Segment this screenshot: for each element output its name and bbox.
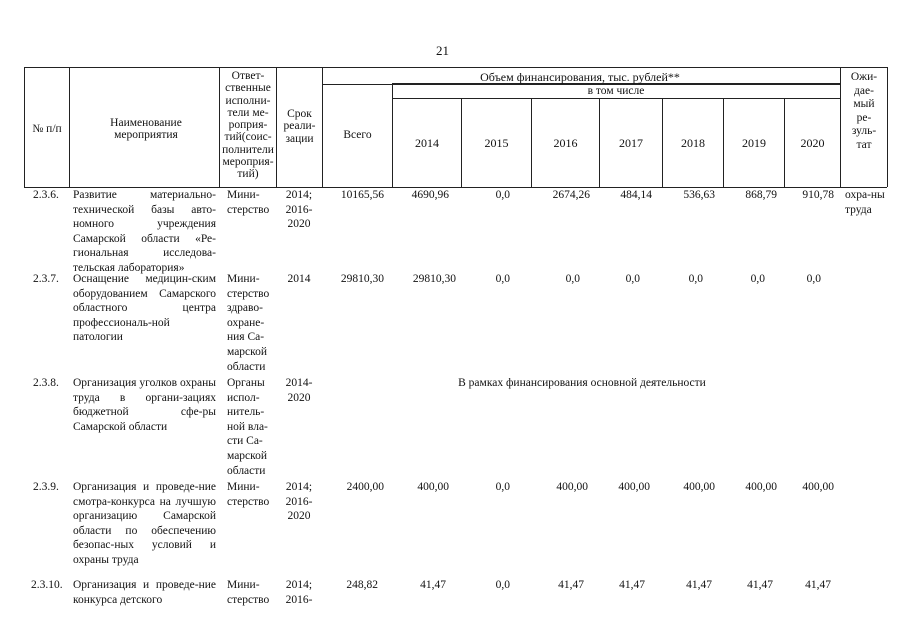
row-responsible: Мини-стерство [227,481,270,508]
row-year-value: 910,78 [802,189,834,201]
row-year-value: 0,0 [495,481,510,493]
header-year-2014: 2014 [415,136,439,150]
header-responsible: Ответ-ственные исполни-тели ме-роприя-тий(соис-полнители мероприя-тий) [222,70,274,181]
row-year-value: 41,47 [805,579,831,591]
row-number: 2.3.7. [33,273,59,285]
row-total: 29810,30 [340,273,384,285]
row-number: 2.3.9. [33,481,59,493]
row-total: 248,82 [346,579,378,591]
header-total: Всего [343,129,372,141]
row-year-value: 0,0 [688,273,703,285]
row-name: Развитие материально-технической базы авто-номного учреждения Самарской области «Ре-гиональная исследова-тельская лаборатория» [73,189,216,274]
row-term: 2014-2020 [285,377,313,404]
row-year-value: 0,0 [806,273,821,285]
row-responsible: Мини-стерство здраво-охране-ния Са-марской области [227,273,270,373]
row-year-value: 41,47 [619,579,645,591]
row-year-value: 484,14 [620,189,652,201]
row-year-value: 400,00 [618,481,650,493]
row-year-value: 400,00 [802,481,834,493]
row-year-value: 41,47 [747,579,773,591]
row-total: 10165,56 [340,189,384,201]
row-year-value: 0,0 [495,189,510,201]
col-border [840,67,841,187]
row-name: Оснащение медицин-ским оборудованием Самарского областного центра профессиональ-ной патологии [73,273,216,344]
row-year-value: 41,47 [686,579,712,591]
row-total: 2400,00 [346,481,384,493]
row-number: 2.3.6. [33,189,59,201]
header-year-2017: 2017 [619,136,643,150]
row-year-value: 41,47 [558,579,584,591]
row-term: 2014; 2016-2020 [285,481,313,523]
col-border [219,67,220,187]
row-year-value: 0,0 [495,579,510,591]
header-financing: Объем финансирования, тыс. рублей** [480,70,680,84]
col-border [24,67,25,187]
row-year-value: 2674,26 [552,189,590,201]
row-name: Организация и проведе-ние конкурса детского [73,579,216,606]
header-year-2018: 2018 [681,136,705,150]
row-responsible: Органы испол-нитель-ной вла-сти Са-марской области [227,377,268,477]
header-num: № п/п [32,123,62,135]
header-term: Срок реали-зации [283,108,316,145]
row-year-value: 29810,30 [412,273,456,285]
header-including: в том числе [587,85,645,97]
col-border [392,83,393,187]
col-border [887,67,888,187]
row-year-value: 400,00 [417,481,449,493]
row-year-value: 0,0 [625,273,640,285]
row-year-value: 41,47 [420,579,446,591]
row-number: 2.3.8. [33,377,59,389]
row-responsible: Мини-стерство [227,189,270,216]
years-top-line [392,98,840,99]
header-top-border [24,67,887,68]
row-year-value: 0,0 [495,273,510,285]
page-number: 21 [436,43,449,58]
header-expected-result: Ожи-дае-мый ре-зуль-тат [850,71,878,151]
row-term: 2014 [287,273,311,285]
row-name: Организация уголков охраны труда в органи-зациях бюджетной сфе-ры Самарской области [73,377,216,433]
col-border [322,67,323,187]
row-year-value: 400,00 [556,481,588,493]
financing-note: В рамках финансирования основной деятельности [458,377,706,389]
row-year-value: 4690,96 [411,189,449,201]
row-year-value: 400,00 [683,481,715,493]
row-name: Организация и проведе-ние смотра-конкурса на лучшую организацию Самарской области по обеспечению безопас-ных условий и охраны труда [73,481,216,566]
col-border [276,67,277,187]
header-year-2020: 2020 [800,136,825,150]
row-year-value: 400,00 [745,481,777,493]
row-year-value: 536,63 [683,189,715,201]
header-year-2016: 2016 [553,136,578,150]
header-year-2015: 2015 [484,136,509,150]
row-term: 2014; 2016-2020 [285,189,313,231]
row-year-value: 0,0 [565,273,580,285]
header-year-2019: 2019 [742,136,766,150]
row-number: 2.3.10. [31,579,63,591]
row-year-value: 868,79 [745,189,777,201]
row-term: 2014; 2016- [285,579,313,606]
row-expected-result: охра-ны труда [845,189,885,216]
row-responsible: Мини-стерство [227,579,270,606]
row-year-value: 0,0 [750,273,765,285]
header-name: Наименование мероприятия [110,117,182,142]
col-border [69,67,70,187]
